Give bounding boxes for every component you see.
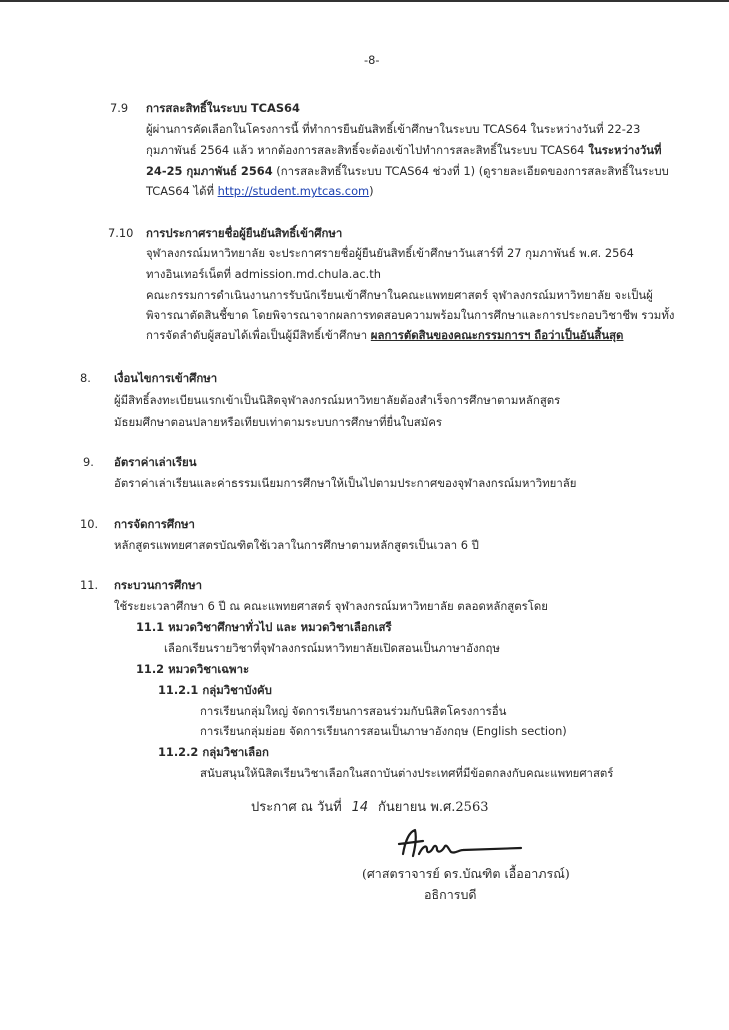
section-7-10-line-5 (146, 325, 623, 345)
section-9-number: 9. (83, 455, 94, 469)
section-11-2-2-title: 11.2.2 กลุ่มวิชาเลือก (158, 745, 269, 759)
section-7-9-line-4 (146, 181, 374, 201)
section-9-title: อัตราค่าเล่าเรียน (114, 455, 197, 469)
announcement-date (251, 798, 489, 818)
signature (393, 824, 528, 864)
section-7-9-line-3 (146, 161, 669, 181)
announce-day: 14 (351, 800, 369, 815)
mytcas-link[interactable]: http://student.mytcas.com (217, 184, 370, 198)
section-7-9-line-3-text: (การสละสิทธิ์ในระบบ TCAS64 ช่วงที่ 1) (ดูรายละเอียดของการสละสิทธิ์ในระบบ (272, 164, 669, 178)
section-11-2-1-line-2: การเรียนกลุ่มย่อย จัดการเรียนการสอนเป็นภาษาอังกฤษ (English section) (200, 724, 567, 738)
top-border (0, 0, 729, 2)
section-8-number: 8. (80, 371, 91, 385)
signer-name: (ศาสตราจารย์ ดร.บัณฑิต เอื้ออาภรณ์) (362, 866, 570, 881)
section-11-2-1-line-1: การเรียนกลุ่มใหญ่ จัดการเรียนการสอนร่วมกับนิสิตโครงการอื่น (200, 704, 507, 718)
section-7-9-line-2-bold: ในระหว่างวันที่ (584, 143, 662, 157)
section-7-10-title: การประกาศรายชื่อผู้ยืนยันสิทธิ์เข้าศึกษา (146, 226, 343, 240)
section-7-10-line-5-text: การจัดลำดับผู้สอบได้เพื่อเป็นผู้มีสิทธิ์เข้าศึกษา (146, 328, 371, 342)
section-7-9-line-3-bold: 24-25 กุมภาพันธ์ 2564 (146, 164, 273, 178)
section-11-2-title: 11.2 หมวดวิชาเฉพาะ (136, 662, 250, 676)
section-7-10-number: 7.10 (108, 226, 134, 240)
section-11-2-1-title: 11.2.1 กลุ่มวิชาบังคับ (158, 683, 272, 697)
page-number: -8- (364, 53, 380, 67)
section-7-9-line-2-text: กุมภาพันธ์ 2564 แล้ว หากต้องการสละสิทธิ์จะต้องเข้าไปทำการสละสิทธิ์ในระบบ TCAS64 (146, 143, 585, 157)
section-10-line-1: หลักสูตรแพทยศาสตรบัณฑิตใช้เวลาในการศึกษาตามหลักสูตรเป็นเวลา 6 ปี (114, 538, 479, 552)
section-11-number: 11. (80, 578, 99, 592)
section-7-10-line-1: จุฬาลงกรณ์มหาวิทยาลัย จะประกาศรายชื่อผู้ยืนยันสิทธิ์เข้าศึกษาวันเสาร์ที่ 27 กุมภาพันธ์ พ.ศ. 2564 (146, 246, 634, 260)
section-7-9-line-2 (146, 140, 662, 160)
announce-label: ประกาศ ณ วันที่ (251, 800, 342, 815)
section-7-9-line-4-text: TCAS64 ได้ที่ (146, 184, 218, 198)
section-11-1-title: 11.1 หมวดวิชาศึกษาทั่วไป และ หมวดวิชาเลือกเสรี (136, 620, 392, 634)
section-10-number: 10. (80, 517, 99, 531)
section-7-10-line-2: ทางอินเทอร์เน็ตที่ admission.md.chula.ac.th (146, 267, 381, 281)
section-7-9-title: การสละสิทธิ์ในระบบ TCAS64 (146, 101, 300, 115)
section-8-title: เงื่อนไขการเข้าศึกษา (114, 371, 218, 385)
section-8-line-2: มัธยมศึกษาตอนปลายหรือเทียบเท่าตามระบบการศึกษาที่ยื่นใบสมัคร (114, 415, 442, 429)
section-11-2-2-line-1: สนับสนุนให้นิสิตเรียนวิชาเลือกในสถาบันต่างประเทศที่มีข้อตกลงกับคณะแพทยศาสตร์ (200, 766, 614, 780)
section-7-10-line-5-bold: ผลการตัดสินของคณะกรรมการฯ ถือว่าเป็นอันสิ้นสุด (370, 328, 624, 342)
section-7-10-line-4: พิจารณาตัดสินชี้ขาด โดยพิจารณาจากผลการทดสอบความพร้อมในการศึกษาและการประกอบวิชาชีพ รวมทั้ง (146, 308, 675, 322)
section-11-title: กระบวนการศึกษา (114, 578, 202, 592)
section-7-10-line-3: คณะกรรมการดำเนินงานการรับนักเรียนเข้าศึกษาในคณะแพทยศาสตร์ จุฬาลงกรณ์มหาวิทยาลัย จะเป็นผู้ (146, 288, 653, 302)
signer-position: อธิการบดี (424, 887, 477, 902)
section-7-9-number: 7.9 (110, 101, 129, 115)
section-11-1-text: เลือกเรียนรายวิชาที่จุฬาลงกรณ์มหาวิทยาลัยเปิดสอนเป็นภาษาอังกฤษ (164, 641, 500, 655)
section-7-9-line-1: ผู้ผ่านการคัดเลือกในโครงการนี้ ที่ทำการยืนยันสิทธิ์เข้าศึกษาในระบบ TCAS64 ในระหว่างวันที่ 22-23 (146, 122, 641, 136)
section-11-line-1: ใช้ระยะเวลาศึกษา 6 ปี ณ คณะแพทยศาสตร์ จุฬาลงกรณ์มหาวิทยาลัย ตลอดหลักสูตรโดย (114, 599, 548, 613)
section-10-title: การจัดการศึกษา (114, 517, 195, 531)
section-7-9-line-4-end: ) (369, 184, 374, 198)
section-8-line-1: ผู้มีสิทธิ์ลงทะเบียนแรกเข้าเป็นนิสิตจุฬาลงกรณ์มหาวิทยาลัยต้องสำเร็จการศึกษาตามหลักสูตร (114, 393, 561, 407)
announce-month-year: กันยายน พ.ศ.2563 (378, 800, 489, 815)
section-9-line-1: อัตราค่าเล่าเรียนและค่าธรรมเนียมการศึกษาให้เป็นไปตามประกาศของจุฬาลงกรณ์มหาวิทยาลัย (114, 476, 577, 490)
